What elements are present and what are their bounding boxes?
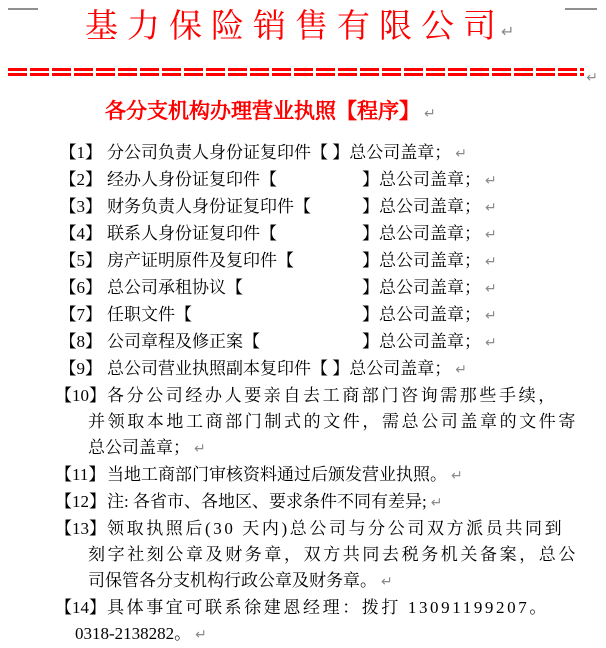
item-text: [88, 140, 606, 167]
item-text: [88, 409, 606, 435]
item-number: 【10】: [55, 386, 106, 405]
item-text-line: 财务负责人身份证复印件【 】总公司盖章；: [107, 197, 481, 216]
section-heading-text: 各分支机构办理营业执照【程序】: [105, 99, 420, 123]
list-item-14: [55, 595, 606, 648]
page-corner-mark-right: [565, 8, 597, 10]
item-text-line: 总公司盖章；: [88, 438, 190, 457]
paragraph-mark: ↵: [485, 281, 497, 297]
list-item-10: [55, 383, 606, 462]
item-text-line: 分公司负责人身份证复印件【 】总公司盖章；: [107, 143, 452, 162]
double-line-separator-row: [8, 66, 598, 86]
item-text: [88, 568, 606, 595]
item-number: 【1】: [59, 143, 102, 162]
list-item-1: [59, 140, 606, 167]
item-text: [88, 462, 606, 489]
paragraph-mark: ↵: [485, 227, 497, 243]
paragraph-mark: ↵: [381, 574, 393, 590]
paragraph-mark: ↵: [451, 468, 463, 484]
paragraph-mark: ↵: [424, 106, 436, 122]
item-text: [88, 516, 606, 542]
list-item-12: [55, 489, 606, 516]
paragraph-mark: ↵: [485, 173, 497, 189]
item-text-line: 当地工商部门审核资料通过后颁发营业执照。: [107, 465, 447, 484]
item-number: 【11】: [55, 465, 106, 484]
item-number: 【4】: [59, 224, 102, 243]
item-number: 【13】: [55, 519, 106, 538]
item-text-line: 司保管各分支机构行政公章及财务章。: [88, 571, 377, 590]
paragraph-mark: ↵: [485, 335, 497, 351]
word-document-page: [0, 8, 606, 648]
item-text-line: 经办人身份证复印件【 】总公司盖章；: [107, 170, 481, 189]
item-text-line: 总公司营业执照副本复印件【 】总公司盖章；: [107, 359, 452, 378]
item-text-line: 房产证明原件及复印件【 】总公司盖章；: [107, 251, 481, 270]
list-item-8: [59, 329, 606, 356]
item-text-line: 0318-2138282。: [75, 624, 192, 643]
item-text: [88, 248, 606, 275]
list-item-13: [55, 516, 606, 595]
list-item-11: [55, 462, 606, 489]
paragraph-mark: ↵: [485, 308, 497, 324]
item-number: 【8】: [59, 332, 102, 351]
item-number: 【12】: [55, 492, 106, 511]
item-text: [88, 542, 606, 568]
list-item-4: [59, 221, 606, 248]
item-text: [88, 435, 606, 462]
item-text: [88, 302, 606, 329]
item-text: [88, 489, 606, 516]
item-text-line: 刻字社刻公章及财务章，双方共同去税务机关备案，总公: [88, 545, 578, 564]
item-text-line: 公司章程及修正案【 】总公司盖章；: [107, 332, 481, 351]
item-text: [88, 383, 606, 409]
list-item-6: [59, 275, 606, 302]
item-text: [88, 194, 606, 221]
paragraph-mark: ↵: [485, 254, 497, 270]
company-title: [85, 8, 606, 51]
page-corner-mark-left: [8, 8, 38, 10]
item-text: [88, 329, 606, 356]
paragraph-mark: ↵: [586, 70, 598, 86]
paragraph-mark: ↵: [501, 22, 515, 41]
paragraph-mark: ↵: [455, 362, 467, 378]
item-text: [88, 275, 606, 302]
item-text-line: 总公司承租协议【 】总公司盖章；: [107, 278, 481, 297]
paragraph-mark: ↵: [455, 146, 467, 162]
item-text-line: 领取执照后(30 天内)总公司与分公司双方派员共同到: [107, 519, 565, 538]
list-item-7: [59, 302, 606, 329]
procedure-list: [0, 140, 606, 648]
item-text-line: 并领取本地工商部门制式的文件，需总公司盖章的文件寄: [88, 412, 578, 431]
list-item-2: [59, 167, 606, 194]
item-number: 【3】: [59, 197, 102, 216]
item-text-line: 联系人身份证复印件【 】总公司盖章；: [107, 224, 481, 243]
item-number: 【5】: [59, 251, 102, 270]
item-text: [88, 356, 606, 383]
item-text-line: 具体事宜可联系徐建恩经理：拨打 13091199207。: [107, 598, 549, 617]
item-text-line: 任职文件【 】总公司盖章；: [107, 305, 481, 324]
item-text-line: 注: 各省市、各地区、要求条件不同有差异;: [107, 492, 427, 511]
section-heading: [105, 99, 606, 126]
item-number: 【2】: [59, 170, 102, 189]
item-number: 【9】: [59, 359, 102, 378]
company-title-text: 基力保险销售有限公司: [85, 9, 505, 45]
item-number: 【7】: [59, 305, 102, 324]
item-text: [75, 621, 606, 648]
paragraph-mark: ↵: [485, 200, 497, 216]
item-text: [88, 167, 606, 194]
item-text: [88, 221, 606, 248]
paragraph-mark: ↵: [194, 441, 206, 457]
paragraph-mark: ↵: [195, 627, 207, 643]
item-text-line: 各分公司经办人要亲自去工商部门咨询需那些手续，: [107, 386, 558, 405]
list-item-9: [59, 356, 606, 383]
double-line-separator: [8, 68, 584, 76]
paragraph-mark: ↵: [430, 495, 443, 511]
item-number: 【6】: [59, 278, 102, 297]
item-number: 【14】: [55, 598, 106, 617]
list-item-5: [59, 248, 606, 275]
item-text: [88, 595, 606, 621]
list-item-3: [59, 194, 606, 221]
